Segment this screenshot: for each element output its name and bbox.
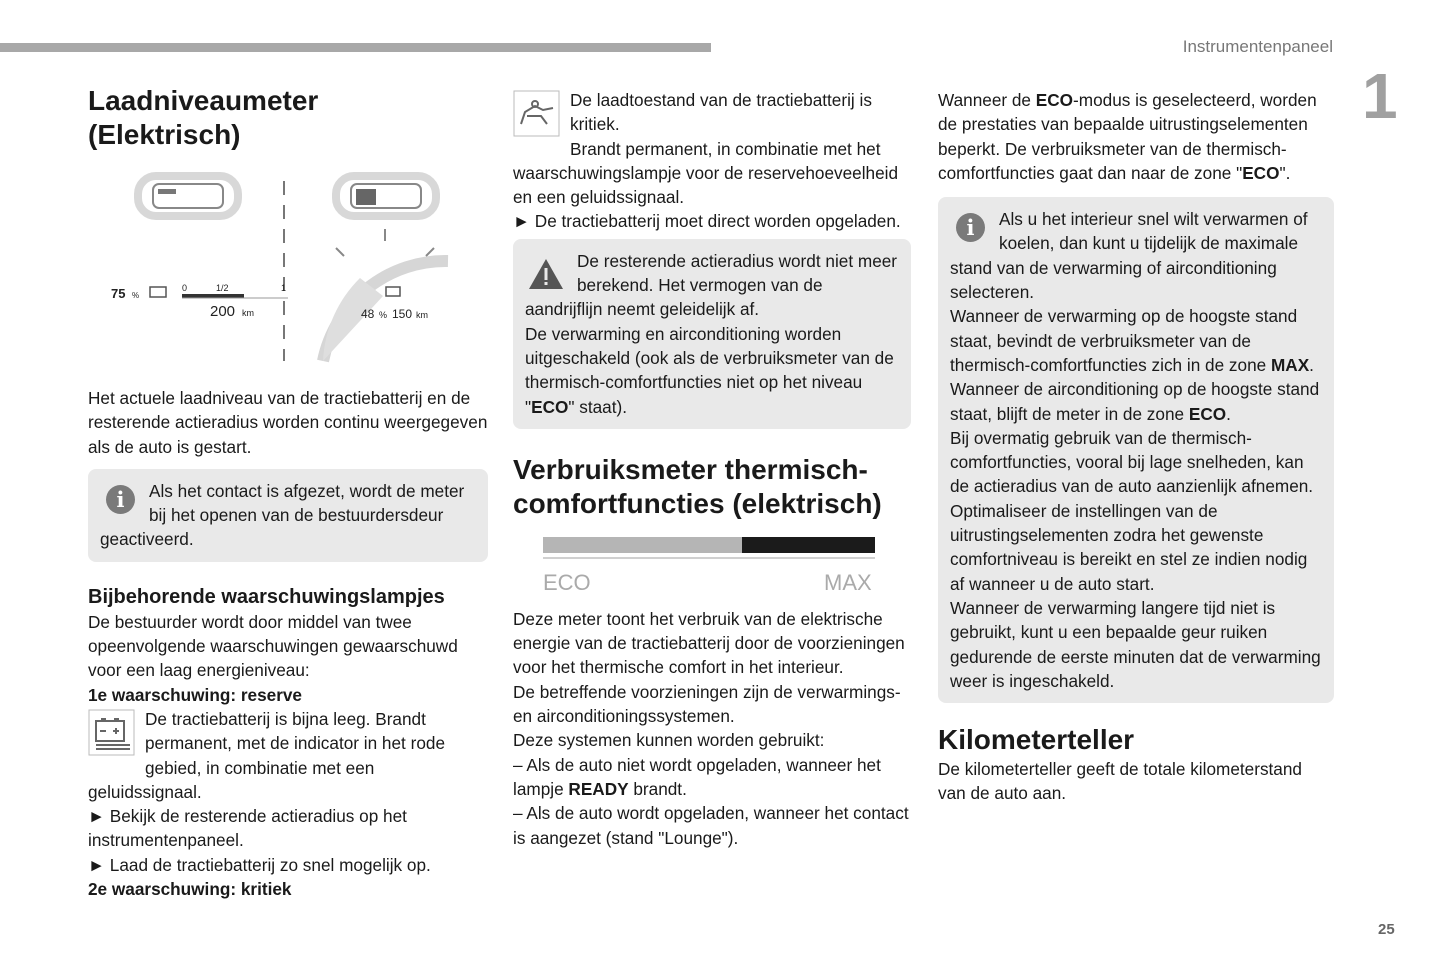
thermal-dash1 bbox=[513, 753, 911, 802]
eco-p-c: ". bbox=[1279, 162, 1291, 183]
note-box-thermal bbox=[938, 197, 1334, 703]
right-range-unit: km bbox=[416, 310, 428, 320]
critical-text: De laadtoestand van de tractiebatterij is kritiek. bbox=[570, 90, 872, 135]
info-icon: i bbox=[956, 213, 985, 242]
thermal-note-2 bbox=[950, 304, 1322, 425]
thermal-title-line-2: comfortfuncties (elektrisch) bbox=[513, 487, 882, 519]
thermal-gauge-baseline bbox=[543, 557, 875, 559]
intro-paragraph: Het actuele laadniveau van de tractiebatterij en de resterende actieradius worden continu weergegeven als de auto is gestart. bbox=[88, 388, 488, 457]
note2-text-b: . Wanneer de airconditioning op de hoogste stand staat, blijft de meter in de zone bbox=[950, 354, 1320, 424]
thermal-p1: Deze meter toont het verbruik van de elektrische energie van de tractiebatterij door de voorzieningen voor het thermische comfort in het interieur. bbox=[513, 608, 905, 678]
scale-one: 1 bbox=[281, 283, 287, 293]
note2-text-a: Wanneer de verwarming op de hoogste stand staat, bevindt de verbruiksmeter van de thermisch-comfortfuncties zich in de zone bbox=[950, 306, 1298, 375]
thermal-note-1: Als u het interieur snel wilt verwarmen of koelen, dan kunt u tijdelijk de maximale stand van de verwarming of airconditioning selecteren. bbox=[950, 209, 1308, 303]
thermal-dash2: – Als de auto wordt opgeladen, wanneer het contact is aangezet (stand "Lounge"). bbox=[513, 803, 909, 848]
eco-label-3: ECO bbox=[1188, 403, 1227, 424]
critical-warning-block bbox=[513, 88, 911, 137]
thermal-note-5: Wanneer de verwarming langere tijd niet is gebruikt, kunt u een bepaalde geur ruiken gedurende de eerste minuten dat de verwarming weer is ingeschakeld. bbox=[950, 597, 1321, 691]
range-unit: km bbox=[242, 308, 254, 318]
title-line-2: (Elektrisch) bbox=[88, 119, 241, 150]
eco-label-1: ECO bbox=[1035, 90, 1074, 110]
running-title: Instrumentenpaneel bbox=[1182, 37, 1333, 56]
left-charge-unit: % bbox=[132, 291, 140, 300]
bullet-check-range: ► Bekijk de resterende actieradius op het instrumentenpaneel. bbox=[88, 806, 407, 851]
right-range: 150 bbox=[392, 307, 413, 321]
column-1 bbox=[88, 84, 488, 901]
warning-hvac-text-a: De verwarming en airconditioning worden uitgeschakeld (ook als de verbruiksmeter van de thermisch-comfortfuncties niet op het niveau " bbox=[525, 323, 894, 417]
warning-box-range bbox=[513, 239, 911, 429]
second-warning-title: 2e waarschuwing: kritiek bbox=[88, 879, 292, 900]
gauge-eco-label: ECO bbox=[543, 569, 591, 595]
first-warning-text: De tractiebatterij is bijna leeg. Brandt permanent, met de indicator in het rode gebied, in combinatie met een geluidssignaal. bbox=[88, 708, 446, 802]
dash1-text-a: – Als de auto niet wordt opgeladen, wanneer het lampje bbox=[513, 754, 881, 799]
right-percent-unit: % bbox=[379, 310, 388, 320]
thermal-p3: Deze systemen kunnen worden gebruikt: bbox=[513, 730, 825, 751]
odometer-text: De kilometerteller geeft de totale kilometerstand van de auto aan. bbox=[938, 759, 1302, 804]
scale-zero: 0 bbox=[182, 283, 188, 293]
warning-eco-label: ECO bbox=[531, 396, 569, 417]
thermal-p2: De betreffende voorzieningen zijn de verwarmings- en airconditioningssystemen. bbox=[513, 681, 901, 727]
info-icon: i bbox=[106, 485, 135, 514]
bullet-charge-now: ► De tractiebatterij moet direct worden opgeladen. bbox=[513, 211, 901, 232]
gauge-max-label: MAX bbox=[824, 569, 872, 595]
section-title-odometer: Kilometerteller bbox=[938, 724, 1135, 756]
eco-mode-paragraph bbox=[938, 88, 1334, 185]
column-2 bbox=[513, 88, 911, 850]
warnings-heading: Bijbehorende waarschuwingslampjes bbox=[88, 585, 445, 608]
warning-range-text: De resterende actieradius wordt niet meer berekend. Het vermogen van de aandrijflijn neemt geleidelijk af. bbox=[525, 250, 898, 320]
range-value: 200 bbox=[210, 303, 236, 320]
chapter-number: 1 bbox=[1362, 60, 1398, 132]
column-3 bbox=[938, 88, 1334, 806]
thermal-note-3: Bij overmatig gebruik van de thermisch-comfortfuncties, vooral bij lage snelheden, kan de actieradius van de auto aanzienlijk afnemen. bbox=[950, 427, 1314, 497]
left-charge-value: 75 bbox=[111, 286, 126, 301]
note-text: Als het contact is afgezet, wordt de meter bij het openen van de bestuurdersdeur geactiveerd. bbox=[100, 480, 465, 550]
bullet-charge-battery: ► Laad de tractiebatterij zo snel mogelijk op. bbox=[88, 854, 431, 875]
page-number: 25 bbox=[1378, 921, 1395, 938]
permanent-text: Brandt permanent, in combinatie met het waarschuwingslampje voor de reservehoeveelheid en een geluidssignaal. bbox=[513, 138, 899, 208]
charge-meter-illustration bbox=[98, 166, 488, 376]
eco-label-2: ECO bbox=[1242, 162, 1280, 183]
note-box-contact bbox=[88, 469, 488, 562]
thermal-gauge bbox=[513, 533, 893, 603]
first-warning-block bbox=[88, 707, 488, 804]
thermal-gauge-track bbox=[543, 537, 875, 553]
thermal-gauge-fill bbox=[742, 537, 875, 553]
warning-hvac-text bbox=[525, 322, 899, 419]
eco-p-a: Wanneer de bbox=[938, 90, 1036, 110]
header-bar bbox=[0, 43, 711, 52]
note2-text-c: . bbox=[1226, 403, 1231, 424]
charge-meter-figure bbox=[98, 166, 488, 376]
warning-triangle-icon bbox=[527, 257, 565, 291]
eco-p-b: -modus is geselecteerd, worden de prestaties van bepaalde uitrustingselementen beperkt. De verbruiksmeter van de thermisch-comfortfuncties gaat dan naar de zone " bbox=[938, 90, 1317, 183]
title-line-1: Laadniveaumeter bbox=[88, 85, 319, 116]
ready-label: READY bbox=[568, 778, 629, 799]
thermal-note-4: Optimaliseer de instellingen van de uitrustingselementen zodra het gewenste comfortniveau is bereikt en stel ze indien nodig af wanneer u de auto start. bbox=[950, 500, 1308, 594]
thermal-title-line-1: Verbruiksmeter thermisch- bbox=[513, 453, 868, 485]
first-warning-title: 1e waarschuwing: reserve bbox=[88, 684, 302, 705]
max-label: MAX bbox=[1270, 354, 1310, 375]
dash1-text-b: brandt. bbox=[628, 778, 687, 799]
section-title-charge-meter bbox=[88, 84, 488, 152]
reserve-battery-icon bbox=[88, 709, 135, 756]
warning-hvac-text-b: " staat). bbox=[568, 396, 627, 417]
right-percent: 48 bbox=[361, 307, 375, 321]
section-title-thermal-meter bbox=[513, 453, 911, 521]
scale-half: 1/2 bbox=[216, 283, 229, 293]
critical-battery-icon bbox=[513, 90, 560, 137]
warnings-intro: De bestuurder wordt door middel van twee opeenvolgende waarschuwingen gewaarschuwd voor een laag energieniveau: bbox=[88, 611, 458, 681]
